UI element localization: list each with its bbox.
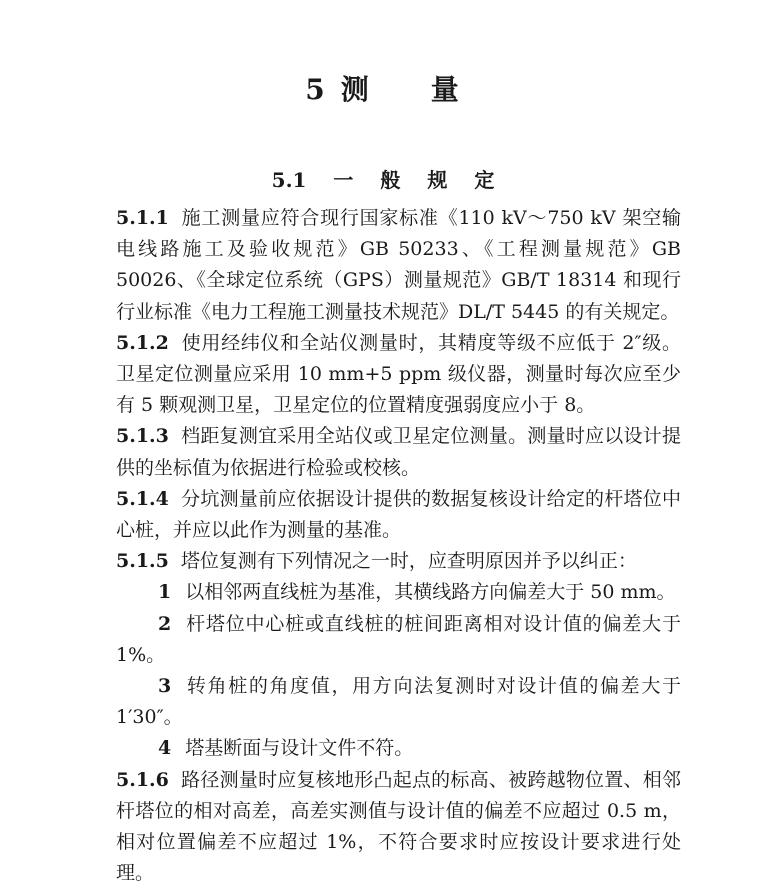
section-number: 5.1 (271, 168, 307, 192)
section-title-char-2: 般 (380, 168, 401, 192)
clause-text: 塔位复测有下列情况之一时，应查明原因并予以纠正： (180, 550, 637, 573)
item-number: 2 (158, 612, 172, 635)
chapter-title-char-1: 测 (340, 73, 371, 106)
clause-5-1-3 (116, 421, 681, 483)
section-title (0, 164, 766, 193)
item-text: 塔基断面与设计文件不符。 (185, 737, 414, 760)
item-text: 转角桩的角度值，用方向法复测时对设计值的偏差大于 1′30″。 (116, 675, 681, 729)
chapter-title-char-2: 量 (430, 73, 461, 106)
clause-number: 5.1.3 (116, 425, 169, 448)
section-title-char-3: 规 (427, 168, 448, 192)
clause-text: 路径测量时应复核地形凸起点的标高、被跨越物位置、相邻杆塔位的相对高差，高差实测值与设计值的偏差不应超过 0.5 m，相对位置偏差不应超过 1%，不符合要求时应按设计要求进行处理。 (116, 768, 681, 885)
section-title-char-1: 一 (333, 168, 354, 192)
list-item (116, 577, 681, 608)
chapter-number: 5 (305, 73, 327, 106)
chapter-title (0, 68, 766, 108)
item-number: 3 (158, 675, 172, 698)
clause-text: 使用经纬仪和全站仪测量时，其精度等级不应低于 2″级。卫星定位测量应采用 10 mm+5 ppm 级仪器，测量时每次应至少有 5 颗观测卫星，卫星定位的位置精度强弱度应小于 8。 (116, 331, 681, 417)
body-text (116, 203, 681, 889)
item-text: 以相邻两直线桩为基准，其横线路方向偏差大于 50 mm。 (185, 581, 676, 604)
clause-number: 5.1.2 (116, 331, 169, 354)
clause-5-1-2 (116, 328, 681, 422)
clause-5-1-6 (116, 765, 681, 889)
clause-text: 分坑测量前应依据设计提供的数据复核设计给定的杆塔位中心桩，并应以此作为测量的基准。 (116, 487, 681, 542)
item-text: 杆塔位中心桩或直线桩的桩间距离相对设计值的偏差大于 1%。 (116, 612, 681, 666)
clause-number: 5.1.4 (116, 487, 169, 510)
clause-5-1-4 (116, 484, 681, 546)
clause-number: 5.1.5 (116, 550, 169, 573)
item-number: 1 (158, 581, 172, 604)
section-title-char-4: 定 (474, 168, 495, 192)
list-item (116, 609, 681, 671)
clause-text: 档距复测宜采用全站仪或卫星定位测量。测量时应以设计提供的坐标值为依据进行检验或校核。 (116, 425, 681, 479)
item-number: 4 (158, 737, 172, 760)
clause-text: 施工测量应符合现行国家标准《110 kV～750 kV 架空输电线路施工及验收规范》GB 50233、《工程测量规范》GB 50026、《全球定位系统（GPS）测量规范》GB/T 18314 和现行行业标准《电力工程施工测量技术规范》DL/T 5445 的有关规定。 (116, 207, 681, 323)
clause-5-1-1 (116, 203, 681, 328)
clause-number: 5.1.1 (116, 207, 169, 229)
clause-5-1-5 (116, 546, 681, 577)
list-item (116, 671, 681, 733)
list-item (116, 733, 681, 764)
clause-number: 5.1.6 (116, 768, 169, 791)
